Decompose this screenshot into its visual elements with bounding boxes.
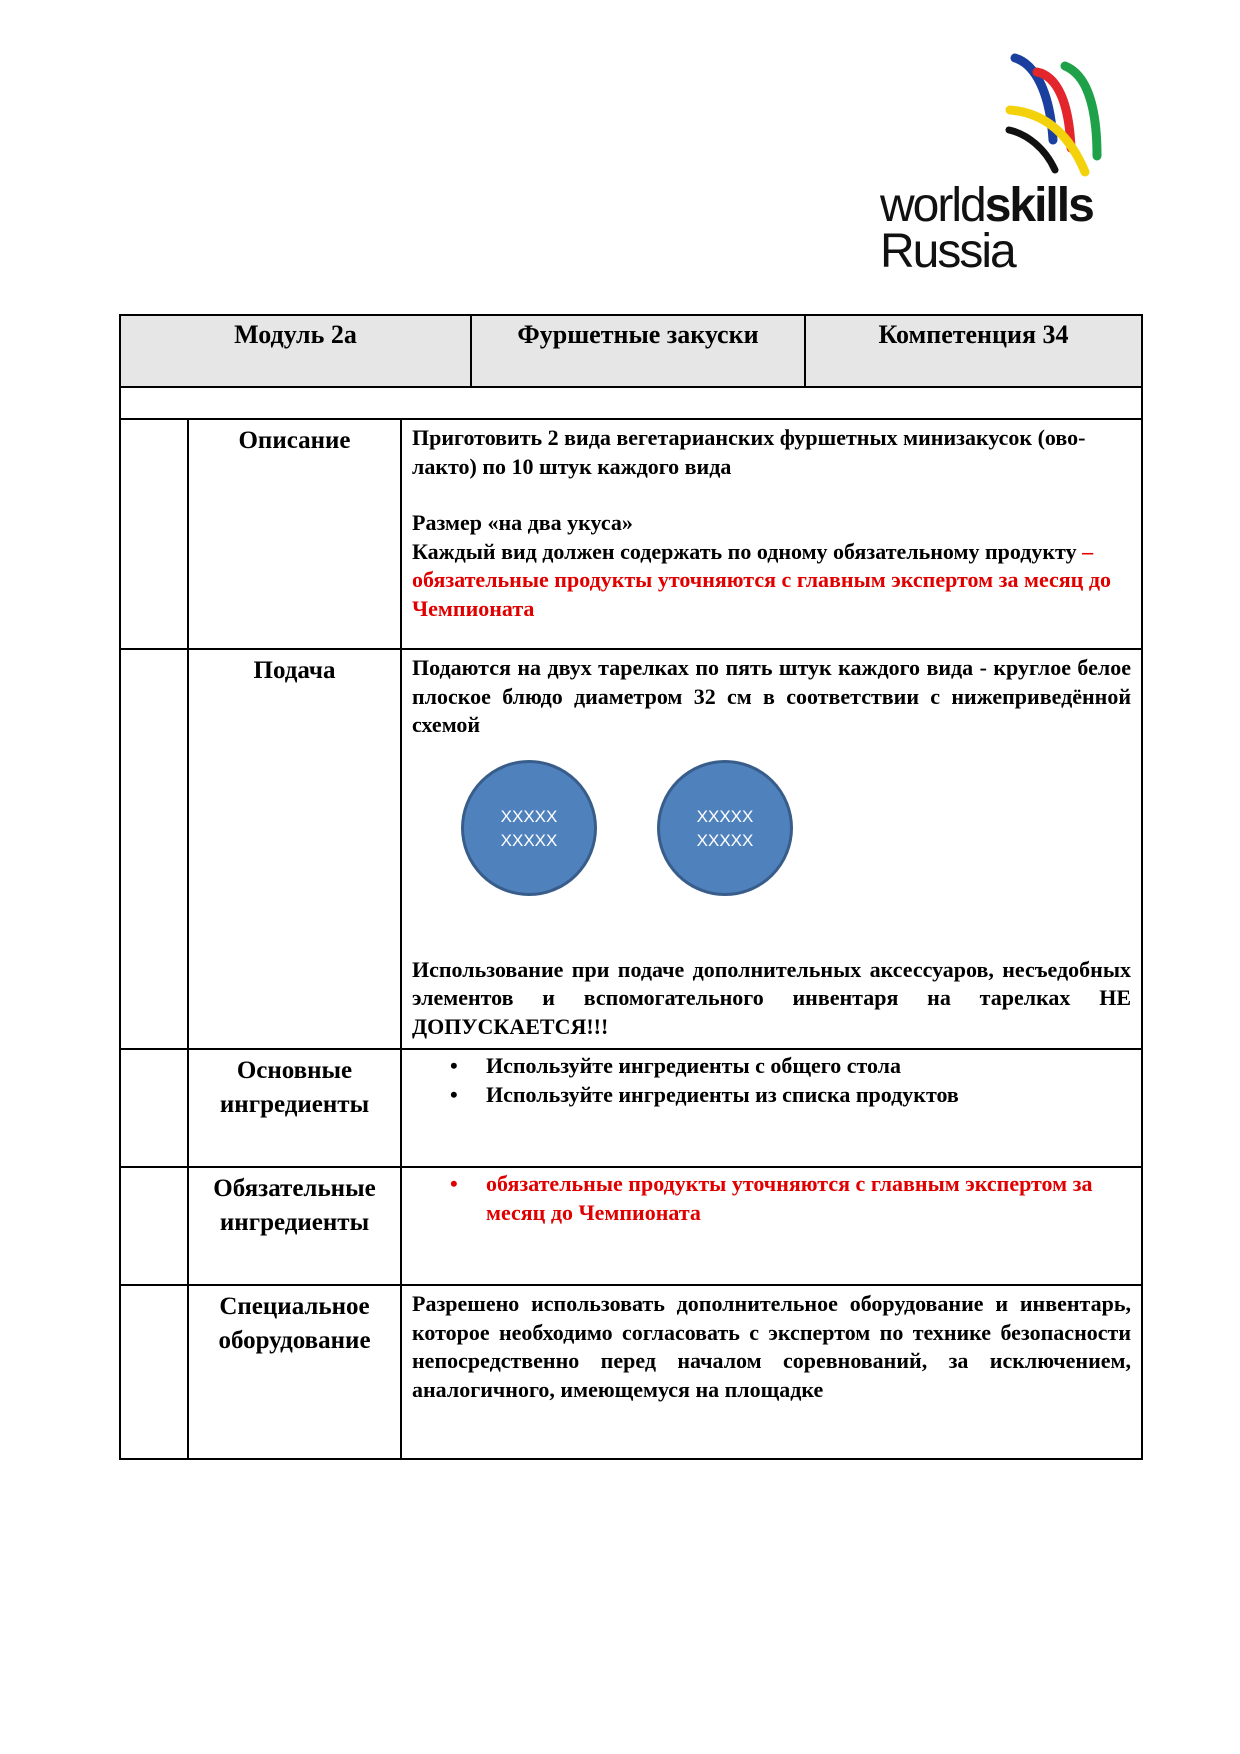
logo-world-text: world [880, 179, 985, 232]
table-row-description [119, 420, 1143, 650]
table-row-special-equipment [119, 1286, 1143, 1460]
list-item: • Используйте ингредиенты из списка продуктов [486, 1081, 1131, 1110]
mandatory-ingredients-list [412, 1170, 1131, 1227]
plate-circle [461, 760, 597, 896]
mandatory-product-black: Каждый вид должен содержать по одному обязательному продукту [412, 538, 1083, 564]
row-index-cell [121, 650, 189, 1048]
mandatory-product-text [412, 538, 1131, 624]
logo-skills-text: skills [984, 179, 1093, 232]
module-number: Модуль 2а [234, 320, 357, 349]
table-header-row [119, 314, 1143, 388]
row-label-description: Описание [189, 420, 402, 648]
worldskills-swoosh-icon [1005, 52, 1115, 182]
module-title: Фуршетные закуски [470, 316, 804, 386]
table-row-serving [119, 650, 1143, 1050]
module-table [119, 314, 1143, 1460]
row-index-cell [121, 420, 189, 648]
logo-russia-text: Russia [880, 225, 1015, 278]
special-equipment-text: Разрешено использовать дополнительное оборудование и инвентарь, которое необходимо согласовать с экспертом по технике безопасности непосредственно перед началом соревнований, за исключением, аналогичного, имеющемуся на площадке [412, 1291, 1131, 1402]
row-index-cell [121, 1050, 189, 1166]
plate-diagram [412, 740, 1131, 956]
serving-text: Подаются на двух тарелках по пять штук каждого вида - круглое белое плоское блюдо диаметром 32 см в соответствии с нижеприведённой схемой [412, 655, 1131, 737]
plate-label: XXXXX [500, 806, 558, 826]
table-row-main-ingredients [119, 1050, 1143, 1168]
plate-label: XXXXX [500, 830, 558, 850]
serving-content [402, 650, 1141, 1048]
special-equipment-content [402, 1286, 1141, 1458]
row-label-main-ingredients: Основные ингредиенты [189, 1050, 402, 1166]
plate-label: XXXXX [696, 830, 754, 850]
table-spacer-row [119, 388, 1143, 420]
size-text: Размер «на два укуса» [412, 510, 633, 535]
main-ingredients-content [402, 1050, 1141, 1166]
table-row-mandatory-ingredients [119, 1168, 1143, 1286]
row-label-mandatory-ingredients: Обязательные ингредиенты [189, 1168, 402, 1284]
list-item: • обязательные продукты уточняются с главным экспертом за месяц до Чемпионата [486, 1170, 1131, 1227]
row-index-cell [121, 1286, 189, 1458]
row-label-special-equipment: Специальное оборудование [189, 1286, 402, 1458]
serving-warning: Использование при подаче дополнительных аксессуаров, несъедобных элементов и вспомогательного инвентаря на тарелках НЕ ДОПУСКАЕТСЯ!!! [412, 956, 1131, 1039]
competence-number: Компетенция 34 [804, 316, 1141, 386]
row-label-serving: Подача [189, 650, 402, 1048]
plate-label: XXXXX [696, 806, 754, 826]
logo-wordmark [880, 179, 1093, 232]
description-text: Приготовить 2 вида вегетарианских фуршетных минизакусок (ово-лакто) по 10 штук каждого вида [412, 425, 1086, 479]
main-ingredients-list [412, 1052, 1131, 1109]
mandatory-product-red: – обязательные продукты уточняются с главным экспертом за месяц до Чемпионата [412, 538, 1111, 621]
plate-circle [657, 760, 793, 896]
list-item: • Используйте ингредиенты с общего стола [486, 1052, 1131, 1081]
worldskills-logo [880, 52, 1130, 278]
row-index-cell [121, 1168, 189, 1284]
description-content [402, 420, 1141, 648]
mandatory-ingredients-content [402, 1168, 1141, 1284]
